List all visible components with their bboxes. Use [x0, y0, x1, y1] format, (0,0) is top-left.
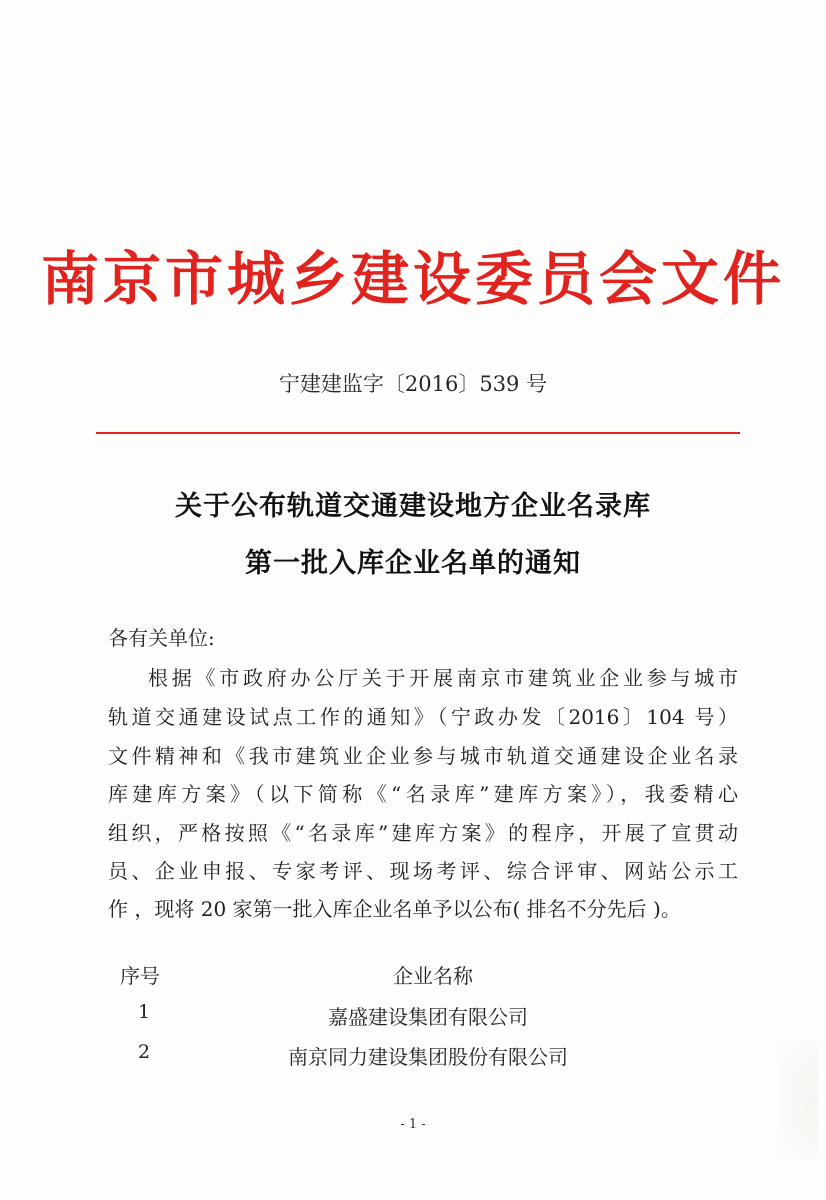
body-paragraph-line: 员、企业申报、专家考评、现场考评、综合评审、网站公示工 — [108, 859, 738, 883]
table-header-company-name: 企业名称 — [393, 964, 473, 988]
body-paragraph-line: 文件精神和《我市建筑业企业参与城市轨道交通建设企业名录 — [108, 744, 738, 768]
scan-shadow — [778, 1040, 818, 1160]
table-row-company-name: 南京同力建设集团股份有限公司 — [288, 1045, 568, 1069]
issuer-title: 南京市城乡建设委员会文件 — [40, 245, 785, 313]
table-row-company-name: 嘉盛建设集团有限公司 — [328, 1005, 528, 1029]
salutation: 各有关单位: — [108, 626, 215, 650]
table-row-index: 2 — [138, 1041, 151, 1063]
page-number: - 1 - — [400, 1117, 426, 1132]
notice-title-line-1: 关于公布轨道交通建设地方企业名录库 — [175, 491, 651, 522]
body-paragraph-line: 作 ，现将 20 家第一批入库企业名单予以公布( 排名不分先后 )。 — [108, 897, 681, 921]
table-header-index: 序号 — [120, 964, 160, 988]
body-paragraph-line: 组织，严格按照《“名录库”建库方案》的程序，开展了宣贯动 — [108, 821, 738, 845]
table-row-index: 1 — [138, 1001, 151, 1023]
body-paragraph-line: 根据《市政府办公厅关于开展南京市建筑业企业参与城市 — [148, 666, 738, 690]
notice-title-line-2: 第一批入库企业名单的通知 — [245, 548, 581, 579]
body-paragraph-line: 轨道交通建设试点工作的通知》（宁政办发〔2016〕104 号） — [108, 705, 738, 729]
document-number: 宁建建监字〔2016〕539 号 — [278, 372, 548, 396]
red-divider-line — [96, 432, 740, 434]
body-paragraph-line: 库建库方案》（以下简称《“名录库”建库方案》），我委精心 — [108, 782, 738, 806]
